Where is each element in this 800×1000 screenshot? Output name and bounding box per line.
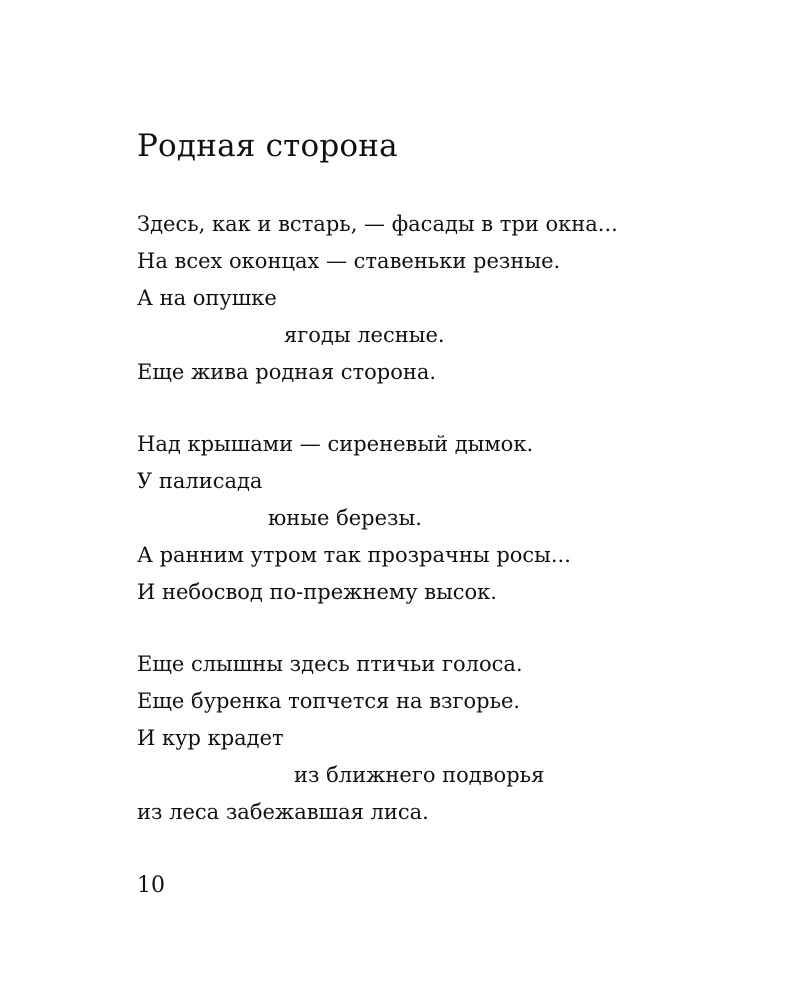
poem-line: У палисада <box>137 469 263 493</box>
page-number: 10 <box>137 873 165 898</box>
stanza-1 <box>137 206 737 391</box>
poem-line: Над крышами — сиреневый дымок. <box>137 432 534 456</box>
poem-line: Еще жива родная сторона. <box>137 360 437 384</box>
poem-line-indented: юные березы. <box>268 506 422 530</box>
poem-line: Здесь, как и встарь, — фасады в три окна... <box>137 212 618 236</box>
stanza-2 <box>137 426 737 611</box>
stanza-3 <box>137 646 737 831</box>
poem-line: А ранним утром так прозрачны росы... <box>137 543 571 567</box>
poem-body <box>137 206 737 866</box>
poem-line: Еще буренка топчется на взгорье. <box>137 689 521 713</box>
poem-line-indented: ягоды лесные. <box>284 323 445 347</box>
poem-line-indented: из ближнего подворья <box>294 763 545 787</box>
poem-line: из леса забежавшая лиса. <box>137 800 429 824</box>
poem-line: И кур крадет <box>137 726 284 750</box>
poem-title: Родная сторона <box>137 128 398 164</box>
poem-line: А на опушке <box>137 286 277 310</box>
poem-line: Еще слышны здесь птичьи голоса. <box>137 652 523 676</box>
poem-line: На всех оконцах — ставеньки резные. <box>137 249 561 273</box>
poem-line: И небосвод по-прежнему высок. <box>137 580 497 604</box>
